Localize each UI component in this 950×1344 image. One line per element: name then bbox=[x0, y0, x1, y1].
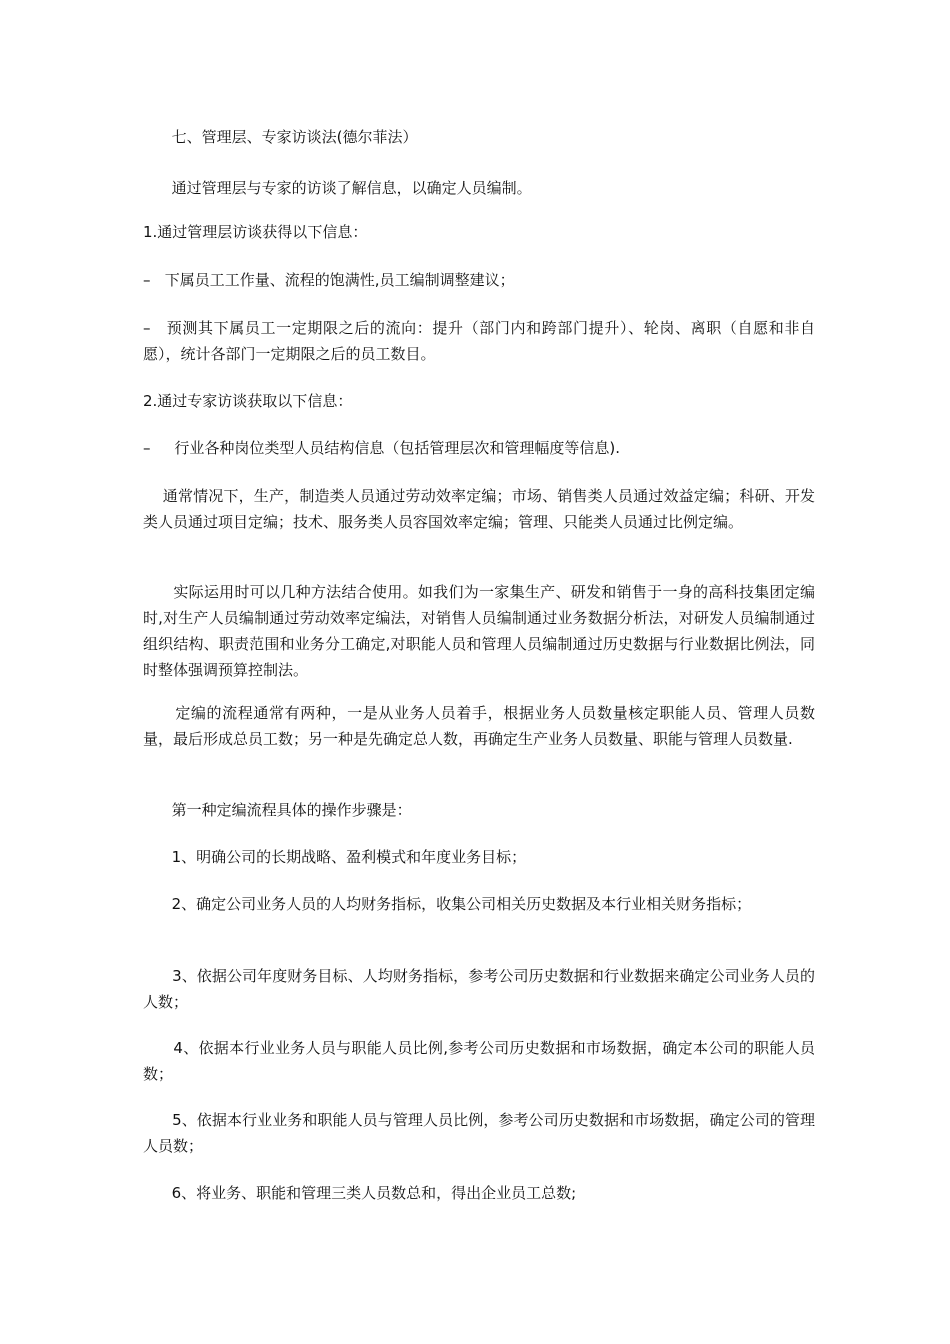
subsection-2-title: 2.通过专家访谈获取以下信息： bbox=[143, 392, 353, 410]
step-item: 6、将业务、职能和管理三类人员数总和，得出企业员工总数; bbox=[143, 1184, 577, 1202]
intro-paragraph: 通过管理层与专家的访谈了解信息，以确定人员编制。 bbox=[143, 179, 532, 197]
section-heading: 七、管理层、专家访谈法(德尔菲法） bbox=[143, 128, 418, 146]
step-item: 4、依据本行业业务人员与职能人员比例,参考公司历史数据和市场数据，确定本公司的职能人员数； bbox=[143, 1039, 815, 1083]
paragraph-normal-practice: 通常情况下，生产，制造类人员通过劳动效率定编；市场、销售类人员通过效益定编；科研、开发类人员通过项目定编；技术、服务类人员容国效率定编；管理、只能类人员通过比例定编。 bbox=[143, 487, 815, 531]
step-item: 2、确定公司业务人员的人均财务指标，收集公司相关历史数据及本行业相关财务指标； bbox=[143, 895, 752, 913]
list-item: – 预测其下属员工一定期限之后的流向：提升（部门内和跨部门提升）、轮岗、离职（自愿和非自愿），统计各部门一定期限之后的员工数目。 bbox=[143, 319, 815, 363]
steps-title: 第一种定编流程具体的操作步骤是： bbox=[143, 801, 412, 819]
list-item: – 行业各种岗位类型人员结构信息（包括管理层次和管理幅度等信息). bbox=[143, 439, 620, 457]
paragraph-flow: 定编的流程通常有两种，一是从业务人员着手，根据业务人员数量核定职能人员、管理人员数量，最后形成总员工数；另一种是先确定总人数，再确定生产业务人员数量、职能与管理人员数量. bbox=[143, 704, 815, 748]
step-item: 1、明确公司的长期战略、盈利模式和年度业务目标； bbox=[143, 848, 527, 866]
list-item: – 下属员工工作量、流程的饱满性,员工编制调整建议； bbox=[143, 271, 515, 289]
step-item: 5、依据本行业业务和职能人员与管理人员比例，参考公司历史数据和市场数据，确定公司的管理人员数； bbox=[143, 1111, 815, 1155]
step-item: 3、依据公司年度财务目标、人均财务指标，参考公司历史数据和行业数据来确定公司业务人员的人数； bbox=[143, 967, 815, 1011]
subsection-1-title: 1.通过管理层访谈获得以下信息： bbox=[143, 223, 368, 241]
paragraph-practical-use: 实际运用时可以几种方法结合使用。如我们为一家集生产、研发和销售于一身的高科技集团定编时,对生产人员编制通过劳动效率定编法，对销售人员编制通过业务数据分析法，对研发人员编制通过组织结构、职责范围和业务分工确定,对职能人员和管理人员编制通过历史数据与行业数据比例法，同时整体强调预算控制法。 bbox=[143, 583, 816, 679]
